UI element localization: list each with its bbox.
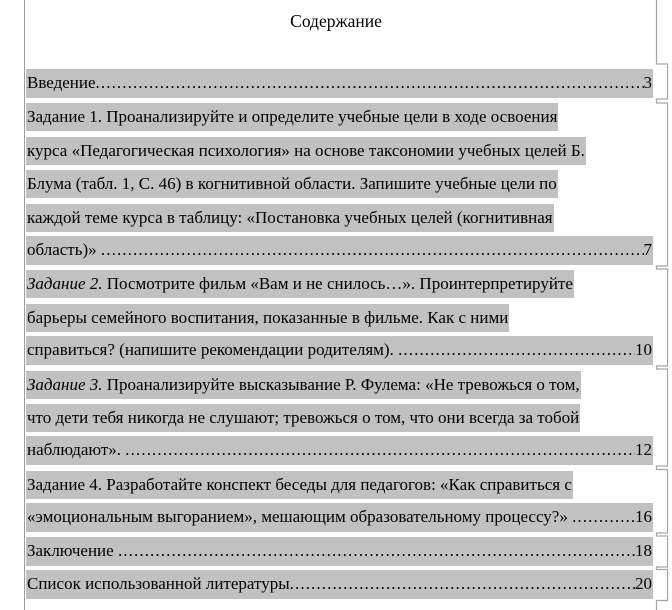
- toc-page-number[interactable]: 12: [635, 436, 653, 465]
- toc-entry: [26, 568, 653, 601]
- toc-page-number[interactable]: 18: [635, 537, 653, 566]
- margin-bracket-path: [657, 0, 668, 610]
- toc-entry: [26, 100, 653, 267]
- dot-leader: [398, 336, 635, 365]
- toc-line[interactable]: [26, 100, 653, 133]
- toc-line-text: курса «Педагогическая психология» на основе таксономии учебных целей Б.: [26, 137, 586, 165]
- toc-line-text: Задание 2. Посмотрите фильм «Вам и не снилось…». Проинтерпретируйте: [26, 270, 574, 298]
- dot-leader: [290, 570, 635, 599]
- toc-page-number[interactable]: 3: [644, 69, 654, 98]
- toc-line-text: Заключение: [26, 537, 118, 566]
- toc-line-text: Задание 3. Проанализируйте высказывание Р. Фулема: «Не тревожься о том,: [26, 371, 581, 399]
- dot-leader: [125, 436, 635, 465]
- toc-line[interactable]: [26, 401, 653, 434]
- toc-line[interactable]: [26, 201, 653, 234]
- toc-entry: [26, 534, 653, 567]
- toc-line-text: справиться? (напишите рекомендации родителям).: [26, 336, 398, 365]
- toc-line-text: барьеры семейного воспитания, показанные в фильме. Как с ними: [26, 304, 509, 332]
- toc-line[interactable]: [26, 334, 653, 367]
- toc-line[interactable]: [26, 134, 653, 167]
- toc-entries: [26, 67, 653, 601]
- toc-line-text: Блума (табл. 1, С. 46) в когнитивной области. Запишите учебные цели по: [26, 170, 558, 198]
- toc-line-text: каждой теме курса в таблицу: «Постановка учебных целей (когнитивная: [26, 204, 554, 232]
- toc-entry: [26, 468, 653, 535]
- toc-line-text: Список использованной литературы: [26, 570, 290, 599]
- toc-entry: [26, 267, 653, 367]
- toc-entry: [26, 67, 653, 100]
- toc-line-text: Задание 4. Разработайте конспект беседы для педагогов: «Как справиться с: [26, 471, 573, 499]
- dot-leader: [118, 537, 635, 566]
- dot-leader: [101, 236, 644, 265]
- toc-page-number[interactable]: 20: [635, 570, 653, 599]
- toc-line-text: область)»: [26, 236, 101, 265]
- toc-line[interactable]: [26, 167, 653, 200]
- toc-page-number[interactable]: 7: [644, 236, 654, 265]
- toc-line[interactable]: [26, 234, 653, 267]
- toc-line[interactable]: [26, 501, 653, 534]
- toc-line[interactable]: [26, 468, 653, 501]
- dot-leader: [96, 69, 644, 98]
- toc-line[interactable]: [26, 534, 653, 567]
- toc-line-text: «эмоциональным выгоранием», мешающим образовательному процессу?»: [26, 503, 572, 532]
- toc-line-text: Задание 1. Проанализируйте и определите учебные цели в ходе освоения: [26, 103, 558, 131]
- toc-entry: [26, 368, 653, 468]
- toc-line[interactable]: [26, 434, 653, 467]
- toc-title[interactable]: Содержание: [290, 11, 382, 31]
- toc-page-number[interactable]: 10: [635, 336, 653, 365]
- toc-page-number[interactable]: 16: [635, 503, 653, 532]
- toc-line[interactable]: [26, 568, 653, 601]
- toc-line[interactable]: [26, 301, 653, 334]
- toc-line-text: наблюдают».: [26, 436, 125, 465]
- toc-line[interactable]: [26, 267, 653, 300]
- toc-line[interactable]: [26, 368, 653, 401]
- toc-line[interactable]: [26, 67, 653, 100]
- text-boundary-line: [24, 0, 25, 610]
- toc-line-text: что дети тебя никогда не слушают; тревожься о том, что они всегда за тобой: [26, 404, 580, 432]
- toc-line-text: Введение: [26, 69, 96, 98]
- dot-leader: [572, 503, 635, 532]
